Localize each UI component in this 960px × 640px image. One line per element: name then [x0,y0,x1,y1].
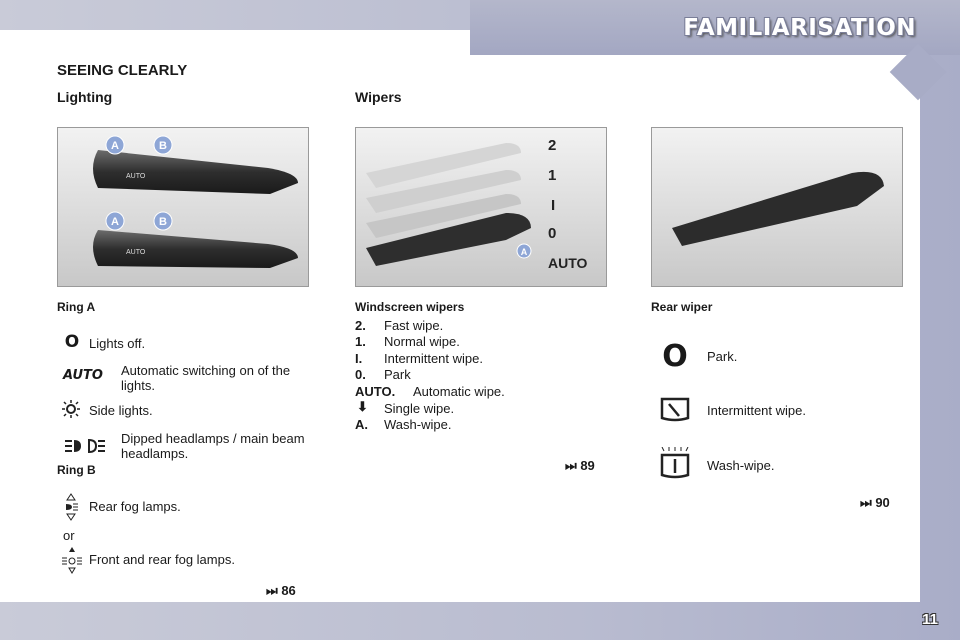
front-rear-fog-text: Front and rear fog lamps. [89,552,235,567]
label-a: A [520,247,528,257]
or-text: or [63,528,75,543]
chapter-title: FAMILIARISATION [683,15,916,41]
rear-wiper-ref: ⏭ 90 [860,495,890,510]
wiper-key-0: 0. [355,367,366,382]
wiper-text-1: Normal wipe. [384,334,460,349]
ring-a-label: Ring A [57,300,96,314]
rear-park-text: Park. [707,349,738,364]
label-a1: A [111,140,119,152]
rear-intermittent-text: Intermittent wipe. [707,403,806,418]
pos-i: I [551,197,556,214]
lighting-stalk-photo [57,127,309,287]
lighting-heading: Lighting [57,89,113,105]
single-wipe-arrow-icon: ⬇ [357,399,368,414]
manual-page [0,30,920,602]
page-ref-icon: ⏭ [860,495,872,510]
intermittent-icon [658,395,692,425]
wiper-text-0: Park [384,367,411,382]
headlamps-text: Dipped headlamps / main beam headlamps. [121,431,305,461]
rear-wash-text: Wash-wipe. [707,458,775,473]
wiper-stalk-photo [355,127,607,287]
pos-1: 1 [548,167,557,184]
section-title: SEEING CLEARLY [57,62,188,79]
wiper-text-i: Intermittent wipe. [384,351,483,366]
page-number: 11 [922,611,938,628]
wiper-text-a: Wash-wipe. [384,417,452,432]
rear-fog-icon [60,492,82,522]
stalk-auto-label-2: AUTO [126,249,146,256]
wiper-key-i: I. [355,351,363,366]
auto-text: Automatic switching on of the lights. [121,363,291,393]
rear-fog-text: Rear fog lamps. [89,499,181,514]
label-b1: B [159,140,167,152]
page-ref-icon: ⏭ [266,583,278,598]
wipers-heading: Wipers [355,89,402,105]
label-b2: B [159,216,167,228]
lights-off-text: Lights off. [89,336,146,351]
front-rear-fog-icon [60,545,84,575]
wash-wipe-icon [658,446,692,482]
pos-auto: AUTO [548,255,588,271]
sidelights-icon [60,398,82,420]
rear-wiper-heading: Rear wiper [651,300,713,314]
wiper-key-a: A. [355,417,368,432]
page-ref-icon: ⏭ [565,458,577,473]
lighting-ref: ⏭ 86 [266,583,296,598]
pos-2: 2 [548,137,557,154]
lights-off-icon: O [64,332,80,352]
ring-b-label: Ring B [57,463,96,477]
label-a2: A [111,216,119,228]
wiper-key-2: 2. [355,318,366,333]
rear-wiper-photo [651,127,903,287]
auto-icon: AUTO [63,367,103,383]
windscreen-heading: Windscreen wipers [355,300,465,314]
pos-0: 0 [548,225,557,242]
wiper-text-single: Single wipe. [384,401,455,416]
headlamps-icon [63,436,107,456]
wiper-text-auto: Automatic wipe. [413,384,505,399]
sidelights-text: Side lights. [89,403,153,418]
rear-park-icon: O [662,338,688,374]
wiper-text-2: Fast wipe. [384,318,444,333]
wiper-key-1: 1. [355,334,366,349]
stalk-auto-label-1: AUTO [126,173,146,180]
wiper-key-auto: AUTO. [355,384,396,399]
wipers-ref: ⏭ 89 [565,458,595,473]
